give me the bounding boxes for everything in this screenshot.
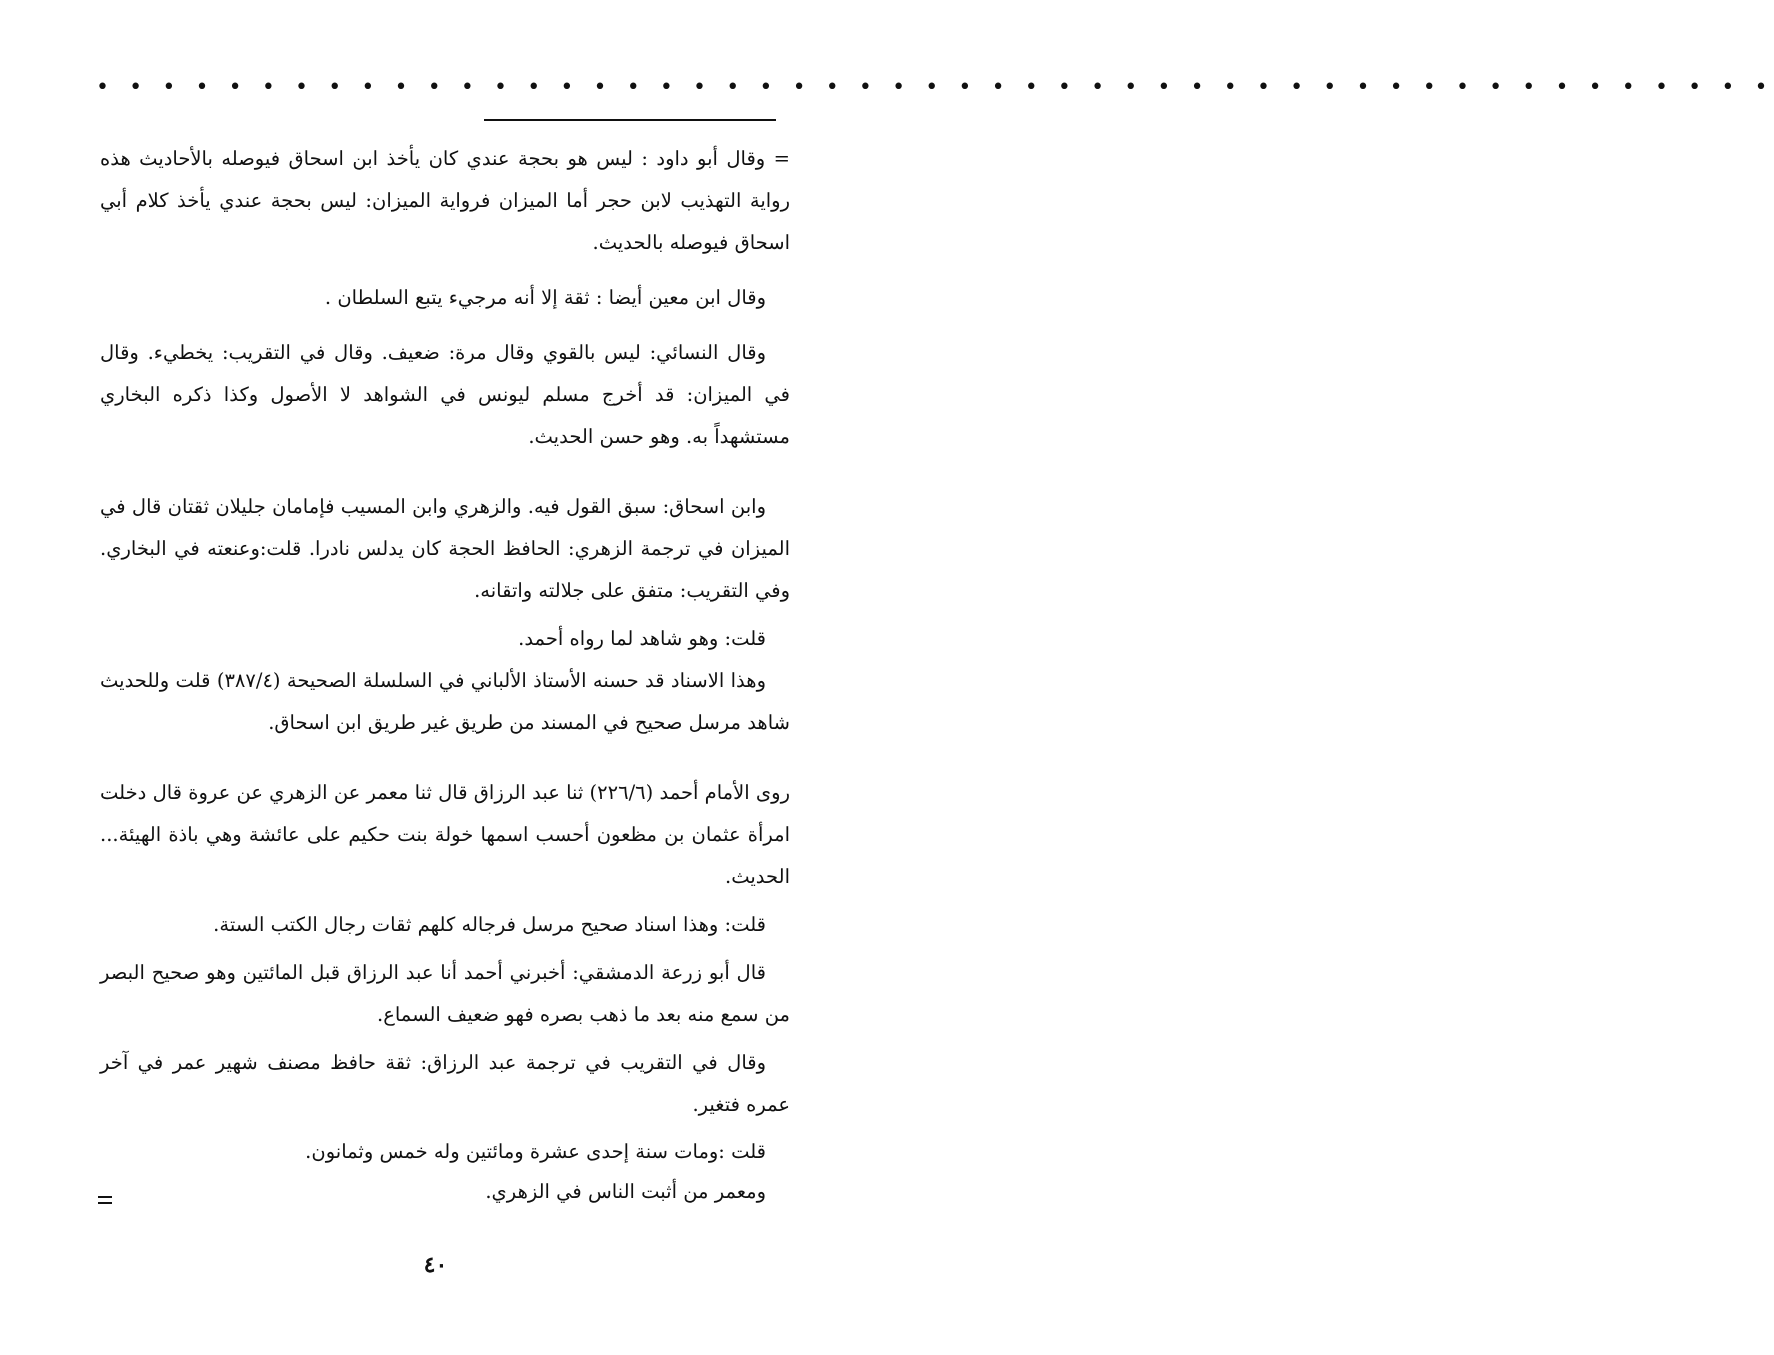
paragraph-albani: وهذا الاسناد قد حسنه الأستاذ الألباني في السلسلة الصحيحة (٣٨٧/٤) قلت وللحديث شاهد مرسل صحيح في المسند من طريق غير طريق ابن اسحاق.: [100, 669, 790, 734]
paragraph-taqrib: وقال في التقريب في ترجمة عبد الرزاق: ثقة حافظ مصنف شهير عمر في آخر عمره فتغير.: [100, 1051, 790, 1116]
footnote-text: [100, 138, 790, 1212]
continuation-mark: [98, 1196, 112, 1204]
paragraph-mamar: ومعمر من أثبت الناس في الزهري.: [485, 1180, 766, 1203]
paragraph-death: قلت :ومات سنة إحدى عشرة ومائتين وله خمس وثمانون.: [305, 1140, 766, 1163]
dotted-separator: • • • • • • • • • • • • • • • • • • • • • • • • • • • • • • • • • • • • • • • • • • • • • • • • • • •: [96, 75, 1774, 100]
footnote-rule: [484, 119, 776, 121]
page-number: ٤٠: [423, 1252, 448, 1278]
paragraph-isnad: قلت: وهذا اسناد صحيح مرسل فرجاله كلهم ثقات رجال الكتب الستة.: [213, 913, 766, 936]
paragraph-witness: قلت: وهو شاهد لما رواه أحمد.: [518, 627, 766, 650]
paragraph-imam-ahmad: روى الأمام أحمد (٢٢٦/٦) ثنا عبد الرزاق قال ثنا معمر عن الزهري عن عروة قال دخلت امرأة عثمان بن مظعون أحسب اسمها خولة بنت حكيم على عائشة وهي باذة الهيئة... الحديث.: [100, 781, 790, 888]
paragraph-nasai: وقال النسائي: ليس بالقوي وقال مرة: ضعيف. وقال في التقريب: يخطيء. وقال في الميزان: قد أخرج مسلم ليونس في الشواهد لا الأصول وكذا ذكره البخاري مستشهداً به. وهو حسن الحديث.: [100, 341, 790, 448]
paragraph-abu-zura: قال أبو زرعة الدمشقي: أخبرني أحمد أنا عبد الرزاق قبل المائتين وهو صحيح البصر من سمع منه بعد ما ذهب بصره فهو ضعيف السماع.: [100, 961, 790, 1026]
paragraph-ibn-ishaq: وابن اسحاق: سبق القول فيه. والزهري وابن المسيب فإمامان جليلان ثقتان قال في الميزان في ترجمة الزهري: الحافظ الحجة كان يدلس نادرا. قلت:وعنعته في البخاري. وفي التقريب: متفق على جلالته واتقانه.: [100, 495, 790, 602]
closing-notes: [100, 1132, 790, 1212]
paragraph-ibn-maeen: وقال ابن معين أيضا : ثقة إلا أنه مرجيء يتبع السلطان .: [324, 286, 766, 309]
paragraph-abu-dawud: = وقال أبو داود : ليس هو بحجة عندي كان يأخذ ابن اسحاق فيوصله بالأحاديث هذه رواية التهذيب لابن حجر أما الميزان فرواية الميزان: ليس بحجة عندي يأخذ كلام أبي اسحاق فيوصله بالحديث.: [100, 147, 790, 254]
